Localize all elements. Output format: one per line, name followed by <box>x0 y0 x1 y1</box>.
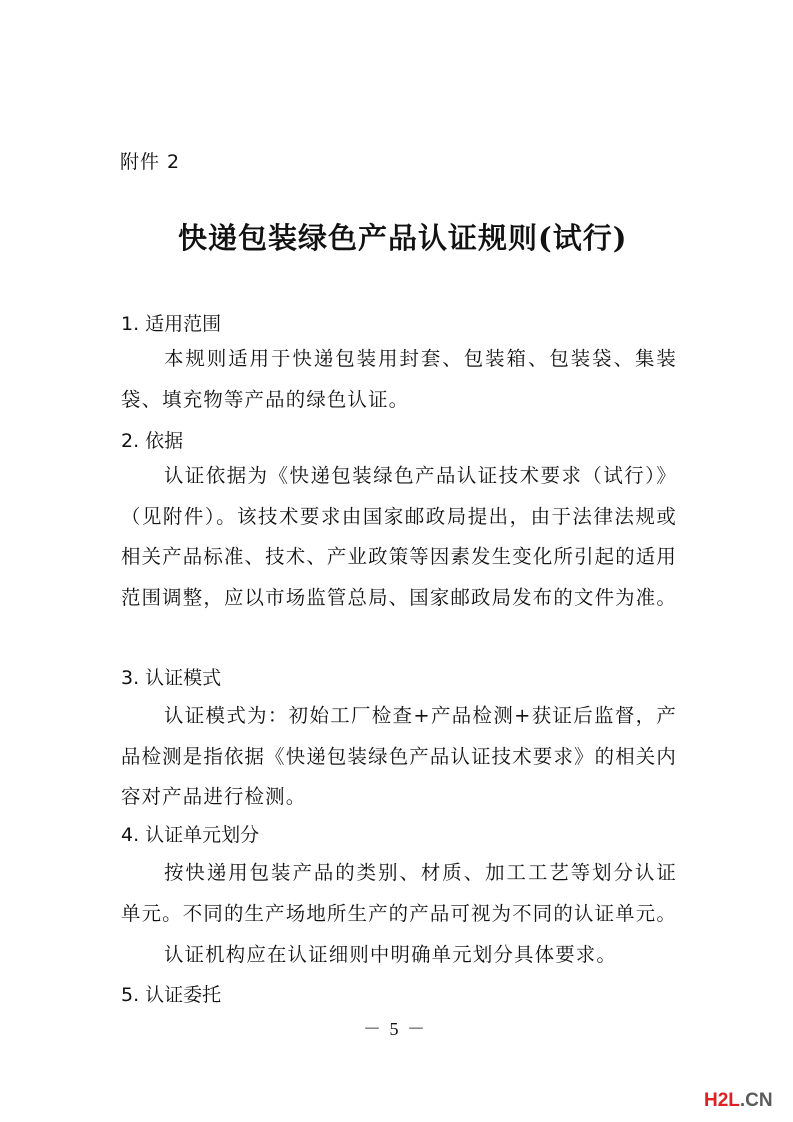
attachment-label: 附件 2 <box>120 151 181 173</box>
section-heading-unit: 4. 认证单元划分 <box>121 824 260 846</box>
section-unit-paragraph-1: 按快递用包装产品的类别、材质、加工工艺等划分认证单元。不同的生产场地所生产的产品可视为不同的认证单元。 <box>121 861 677 925</box>
section-mode-paragraph: 认证模式为：初始工厂检查+产品检测+获证后监督，产品检测是指依据《快递包装绿色产品认证技术要求》的相关内容对产品进行检测。 <box>121 704 677 808</box>
section-scope-paragraph: 本规则适用于快递包装用封套、包装箱、包装袋、集装袋、填充物等产品的绿色认证。 <box>121 347 677 411</box>
section-heading-basis: 2. 依据 <box>121 430 184 452</box>
section-basis-paragraph: 认证依据为《快递包装绿色产品认证技术要求（试行）》（见附件）。该技术要求由国家邮政局提出，由于法律法规或相关产品标准、技术、产业政策等因素发生变化所引起的适用范围调整，应以市场监管总局、国家邮政局发布的文件为准。 <box>121 464 677 609</box>
watermark-prefix: H2L <box>704 1090 740 1111</box>
section-heading-mode: 3. 认证模式 <box>121 667 222 689</box>
page-number: － 5 － <box>363 1019 427 1039</box>
watermark-suffix: .CN <box>739 1090 773 1111</box>
page-title: 快递包装绿色产品认证规则(试行) <box>178 221 628 255</box>
section-unit-paragraph-2: 认证机构应在认证细则中明确单元划分具体要求。 <box>164 943 617 966</box>
section-heading-entrust: 5. 认证委托 <box>121 984 222 1006</box>
section-heading-scope: 1. 适用范围 <box>121 313 222 335</box>
watermark-logo <box>704 1090 773 1112</box>
